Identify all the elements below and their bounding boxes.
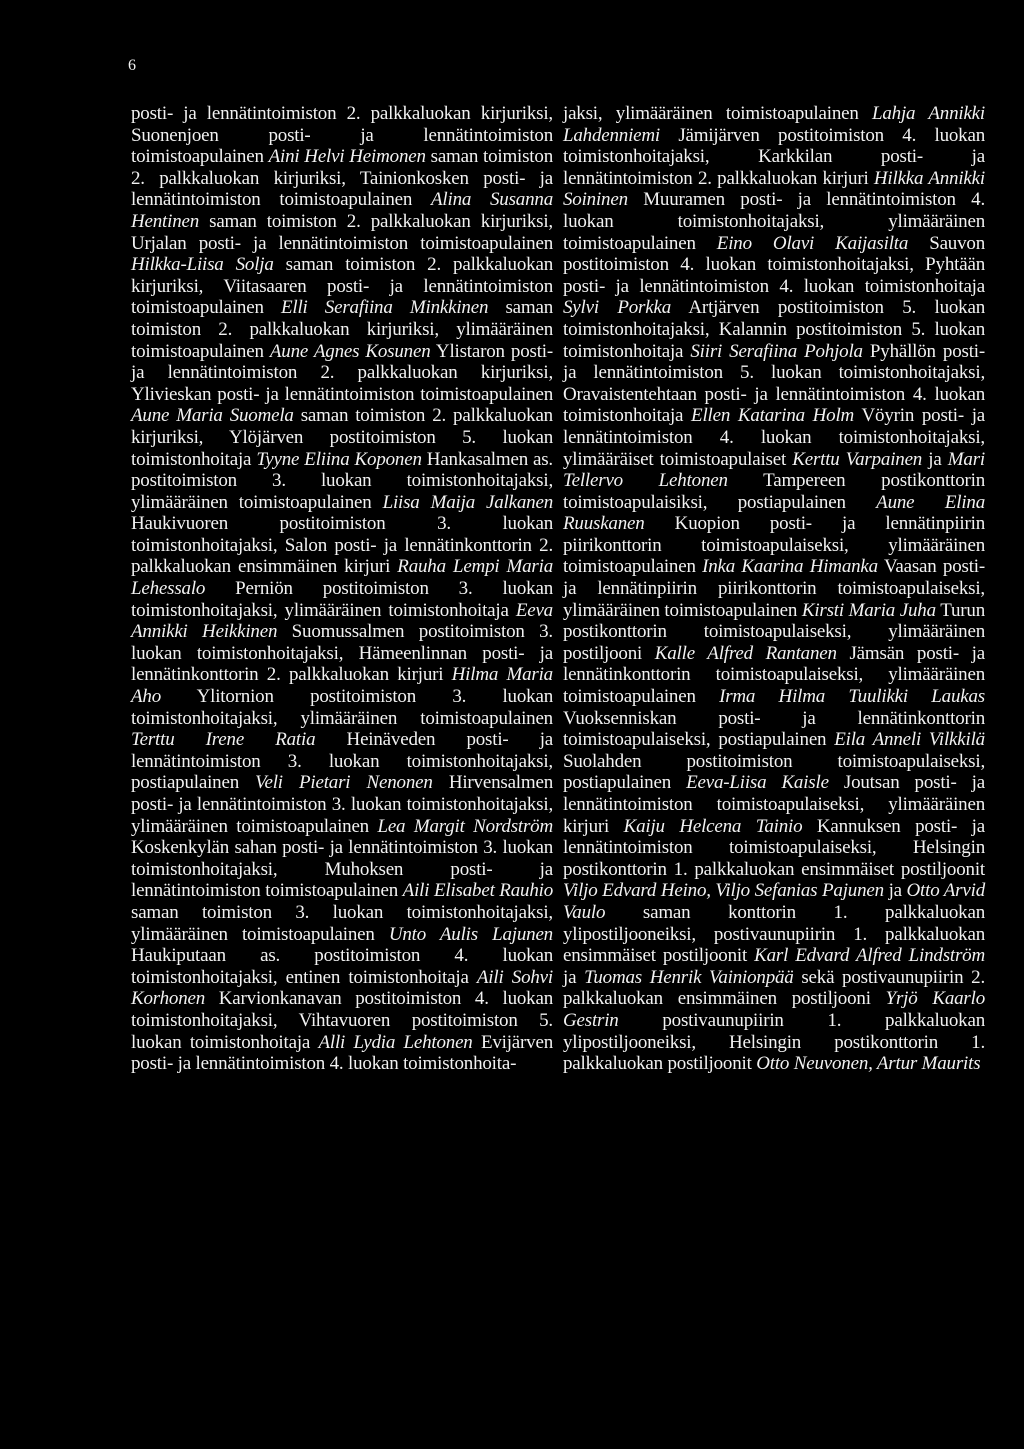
- person-name: Siiri Serafiina Pohjola: [690, 340, 863, 362]
- text-run: Suomussalmen postitoimiston 3. luokan toimistonhoitajaksi, Hämeenlinnan posti- ja lennätinkonttorin 2. palkkaluokan kirjuri: [131, 621, 553, 686]
- text-column-left: [131, 103, 553, 1075]
- person-name: Eeva-Liisa Kaisle: [686, 772, 829, 794]
- person-name: Inka Kaarina Himanka: [702, 556, 878, 578]
- person-name: Lea Margit Nordström: [377, 815, 553, 837]
- person-name: Aune Maria Suomela: [131, 405, 294, 427]
- person-name: Aune Elina Ruuskanen: [563, 491, 985, 535]
- person-name: Terttu Irene Ratia: [131, 729, 316, 751]
- person-name: Viljo Edvard Heino, Viljo Sefanias Pajunen: [563, 880, 884, 902]
- text-run: Koskenkylän sahan posti- ja lennätintoimiston 3. luokan toimistonhoitajaksi, Muhoksen posti- ja lennätintoimiston toimistoapulainen: [131, 837, 553, 902]
- person-name: Ellen Katarina Holm: [691, 405, 855, 427]
- text-column-right: [563, 103, 985, 1075]
- person-name: Rauha Lempi Maria Lehessalo: [131, 556, 553, 600]
- text-run: saman konttorin 1. palkkaluokan ylipostiljooneiksi, postivaunupiirin 1. palkkaluokan ensimmäiset postiljoonit: [563, 901, 985, 967]
- text-run: Vuoksenniskan posti- ja lennätinkonttorin toimistoapulaiseksi, postiapulainen: [563, 707, 985, 751]
- text-run: ja: [563, 966, 585, 988]
- person-name: Kaiju Helcena Tainio: [623, 815, 803, 837]
- person-name: Aili Elisabet Rauhio: [402, 880, 553, 902]
- text-run: saman toimiston 2. palkkaluokan kirjuriksi, Urjalan posti- ja lennätintoimiston toimistoapulainen: [131, 210, 553, 254]
- text-run: Artjärven postitoimiston 5. luokan toimistonhoitajaksi, Kalannin postitoimiston 5. luokan toimistonhoitaja: [563, 297, 986, 362]
- person-name: Eeva Annikki Heikkinen: [131, 599, 553, 643]
- person-name: Elli Serafiina Minkkinen: [280, 297, 489, 319]
- column-text: [563, 103, 985, 1075]
- text-run: Perniön postitoimiston 3. luokan toimistonhoitajaksi, ylimääräinen toimistonhoitaja: [131, 578, 553, 621]
- person-name: Tyyne Eliina Koponen: [256, 448, 422, 470]
- person-name: Hilma Maria Aho: [131, 664, 553, 708]
- person-name: Tuomas Henrik Vainionpää: [584, 966, 794, 988]
- person-name: Karl Edvard Alfred Lindström: [754, 945, 985, 967]
- text-run: Joutsan posti- ja lennätintoimiston toimistoapulaiseksi, ylimääräinen kirjuri: [563, 772, 985, 837]
- text-run: saman toimiston 2. palkkaluokan kirjuriksi, Ylöjärven postitoimiston 5. luokan toimistonhoitaja: [131, 405, 553, 470]
- person-name: Otto Neuvonen, Artur Maurits: [756, 1053, 981, 1075]
- person-name: Alli Lydia Lehtonen: [318, 1031, 473, 1053]
- text-run: Suolahden postitoimiston toimistoapulaiseksi, postiapulainen: [563, 750, 985, 794]
- text-run: Pyhällön posti- ja lennätintoimiston 5. luokan toimistonhoitajaksi, Oravaistentehtaan posti- ja lennätintoimiston 4. luokan toimistonhoitaja: [563, 340, 985, 427]
- person-name: Veli Pietari Nenonen: [255, 772, 433, 794]
- text-run: Turun postikonttorin toimistoapulaiseksi, ylimääräinen postiljooni: [563, 599, 985, 664]
- person-name: Alina Susanna Hentinen: [131, 189, 553, 232]
- text-run: saman toimiston 3. luokan toimistonhoitajaksi, ylimääräinen toimistoapulainen: [131, 901, 553, 945]
- text-run: Kannuksen posti- ja lennätintoimiston toimistoapulaiseksi, Helsingin postikonttorin 1. palkkaluokan ensimmäiset postiljoonit: [563, 815, 985, 880]
- person-name: Hilkka Annikki Soininen: [563, 167, 985, 211]
- text-run: Karvionkanavan postitoimiston 4. luokan toimistonhoitajaksi, Vihtavuoren postitoimiston 5. luokan toimistonhoitaja: [131, 988, 553, 1053]
- person-name: Lahja Annikki Lahdenniemi: [563, 103, 985, 146]
- text-run: Kuopion posti- ja lennätinpiirin piirikonttorin toimistoapulaiseksi, ylimääräinen toimistoapulainen: [563, 513, 985, 578]
- text-run: Ylitornion postitoimiston 3. luokan toimistonhoitajaksi, ylimääräinen toimistoapulainen: [131, 686, 553, 729]
- person-name: Kerttu Varpainen: [792, 448, 923, 470]
- text-run: Hirvensalmen posti- ja lennätintoimiston 3. luokan toimistonhoitajaksi, ylimääräinen toimistoapulainen: [131, 772, 553, 837]
- person-name: Hilkka-Liisa Solja: [131, 254, 274, 276]
- text-run: Ylistaron posti- ja lennätintoimiston 2. palkkaluokan kirjuriksi, Ylivieskan posti- ja lennätintoimiston toimistoapulainen: [131, 340, 554, 405]
- text-run: Heinäveden posti- ja lennätintoimiston 3. luokan toimistonhoitajaksi, postiapulainen: [131, 729, 554, 794]
- text-run: Muuramen posti- ja lennätintoimiston 4. luokan toimistonhoitajaksi, ylimääräinen toimistoapulainen: [563, 189, 985, 254]
- person-name: Yrjö Kaarlo Gestrin: [563, 988, 985, 1031]
- text-run: saman toimiston 2. palkkaluokan kirjuriksi, Tainionkosken posti- ja lennätintoimiston toimistoapulainen: [131, 146, 553, 211]
- text-run: Haukiputaan as. postitoimiston 4. luokan toimistonhoitajaksi, entinen toimistonhoitaja: [131, 945, 553, 988]
- text-run: saman toimiston 2. palkkaluokan kirjuriksi, ylimääräinen toimistoapulainen: [131, 297, 553, 362]
- person-name: Eila Anneli Vilkkilä: [834, 729, 985, 751]
- text-run: ja: [883, 880, 907, 902]
- text-run: Haukivuoren postitoimiston 3. luokan toimistonhoitajaksi, Salon posti- ja lennätinkonttorin 2. palkkaluokan ensimmäinen kirjuri: [131, 513, 553, 578]
- text-run: sekä postivaunupiirin 2. palkkaluokan ensimmäinen postiljooni: [563, 966, 985, 1010]
- text-run: posti- ja lennätintoimiston 2. palkkaluokan kirjuriksi, Suonenjoen posti- ja lennätintoimiston toimistoapulainen: [131, 103, 553, 168]
- person-name: Mari Tellervo Lehtonen: [563, 448, 985, 492]
- text-run: Tampereen postikonttorin toimistoapulaisiksi, postiapulainen: [563, 470, 985, 513]
- text-run: jaksi, ylimääräinen toimistoapulainen: [563, 103, 873, 124]
- person-name: Eino Olavi Kaijasilta: [716, 232, 909, 254]
- text-run: Jämsän posti- ja lennätinkonttorin toimistoapulaiseksi, ylimääräinen toimistoapulainen: [563, 642, 985, 708]
- person-name: Sylvi Porkka: [563, 297, 672, 319]
- text-run: Jämijärven postitoimiston 4. luokan toimistonhoitajaksi, Karkkilan posti- ja lennätintoimiston 2. palkkaluokan kirjuri: [563, 124, 985, 189]
- text-run: Hankasalmen as. postitoimiston 3. luokan toimistonhoitajaksi, ylimääräinen toimistoapulainen: [131, 448, 553, 513]
- person-name: Aili Sohvi Korhonen: [131, 966, 553, 1010]
- person-name: Aini Helvi Heimonen: [268, 146, 426, 168]
- person-name: Kirsti Maria Juha: [801, 599, 936, 621]
- person-name: Unto Aulis Lajunen: [388, 923, 553, 945]
- person-name: Otto Arvid Vaulo: [563, 880, 985, 923]
- text-run: postivaunupiirin 1. palkkaluokan ylipostiljooneiksi, Helsingin postikonttorin 1. palkkaluokan postiljoonit: [563, 1009, 985, 1075]
- text-run: Sauvon postitoimiston 4. luokan toimistonhoitajaksi, Pyhtään posti- ja lennätintoimiston 4. luokan toimistonhoitaja: [563, 232, 986, 297]
- person-name: Irma Hilma Tuulikki Laukas: [719, 686, 986, 708]
- page-number: 6: [128, 57, 136, 74]
- text-run: Vaasan posti- ja lennätinpiirin piirikonttorin toimistoapulaiseksi, ylimääräinen toimistoapulainen: [563, 556, 985, 621]
- text-run: Vöyrin posti- ja lennätintoimiston 4. luokan toimistonhoitajaksi, ylimääräiset toimistoapulaiset: [563, 405, 986, 470]
- text-run: saman toimiston 2. palkkaluokan kirjuriksi, Viitasaaren posti- ja lennätintoimiston toimistoapulainen: [131, 254, 553, 319]
- text-run: ja: [922, 448, 948, 470]
- text-run: Evijärven posti- ja lennätintoimiston 4. luokan toimistonhoita-: [131, 1031, 553, 1075]
- column-text: [131, 103, 553, 1075]
- person-name: Kalle Alfred Rantanen: [654, 642, 837, 664]
- person-name: Aune Agnes Kosunen: [269, 340, 431, 362]
- person-name: Liisa Maija Jalkanen: [382, 491, 554, 513]
